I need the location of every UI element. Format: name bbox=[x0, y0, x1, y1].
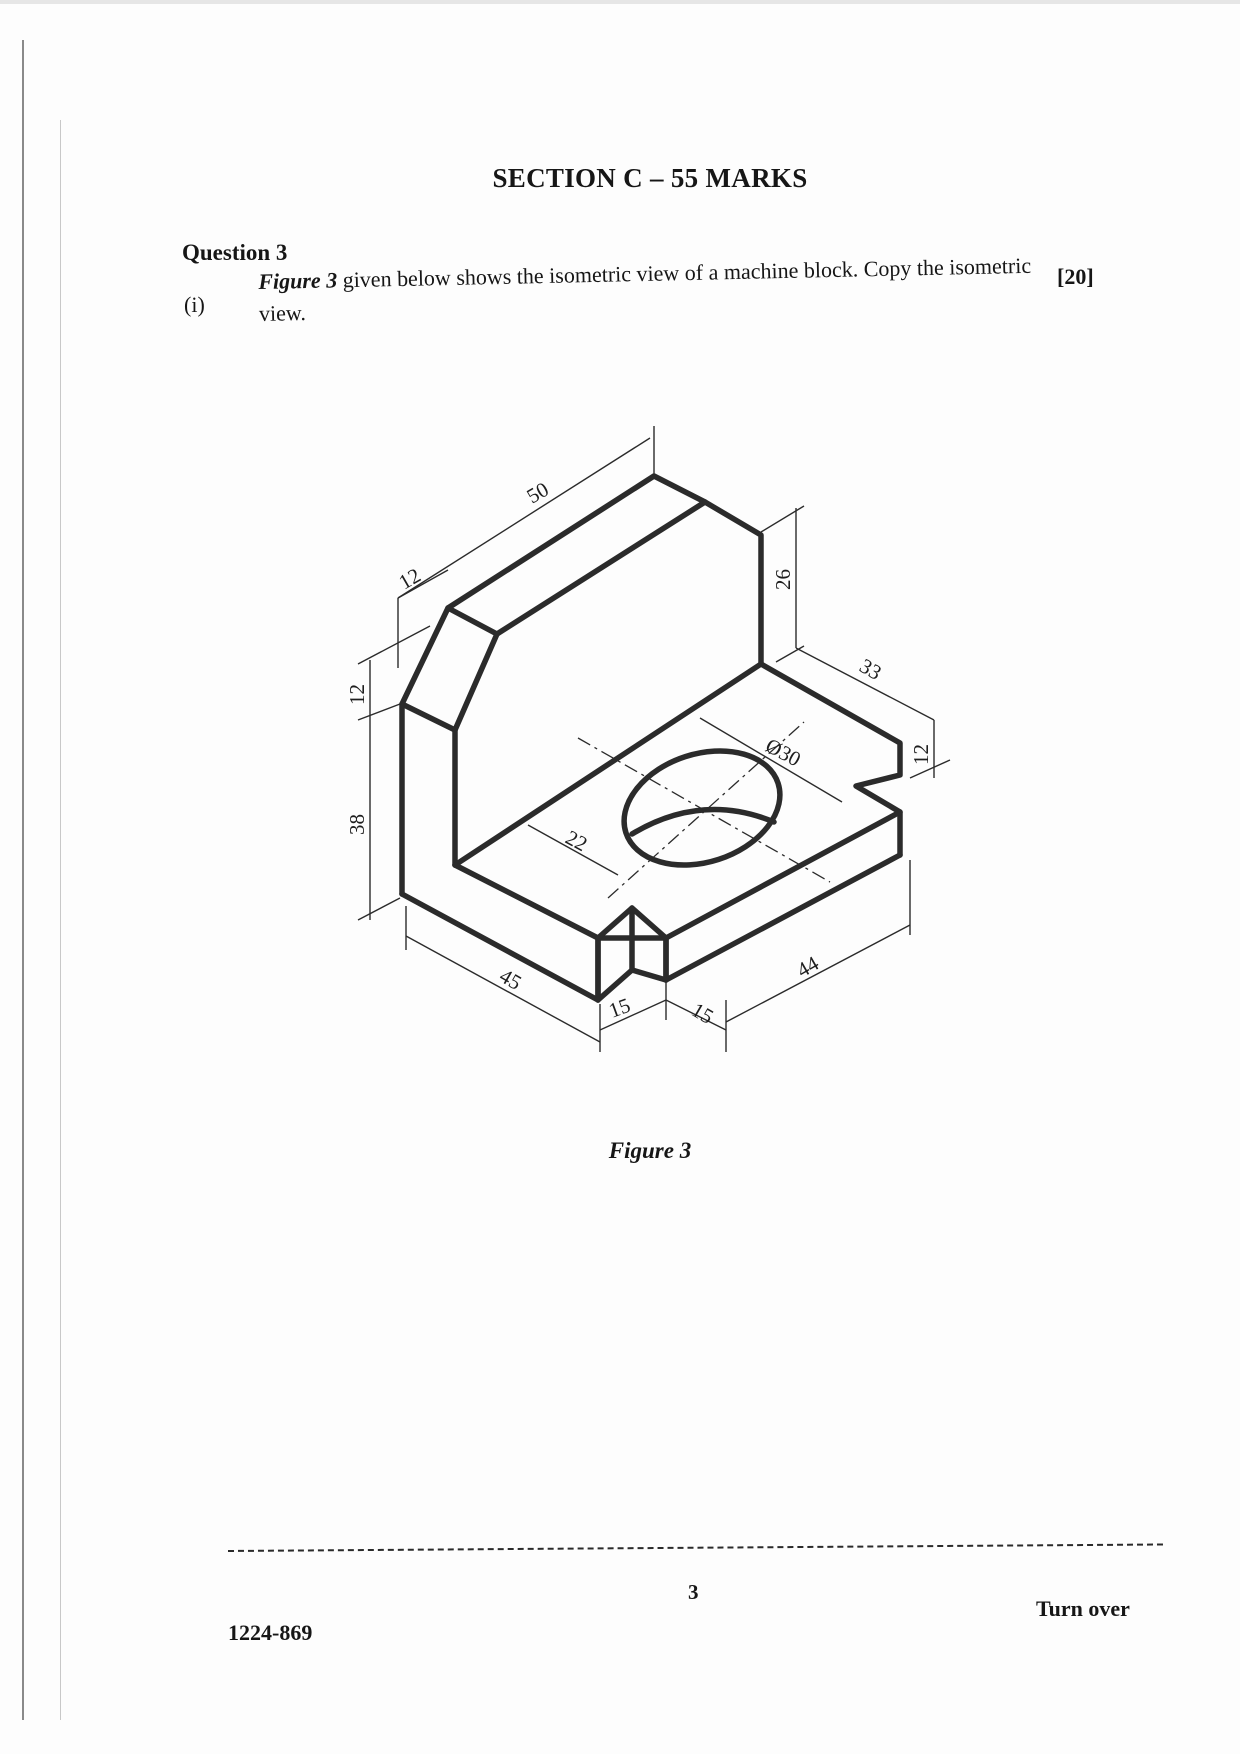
ext-12-left-a bbox=[358, 626, 430, 664]
block-outline bbox=[402, 476, 900, 1000]
dim-15-right: 15 bbox=[687, 997, 718, 1029]
ext-38 bbox=[358, 898, 400, 920]
base-top-front-edge bbox=[455, 865, 598, 938]
figure-caption: Figure 3 bbox=[608, 1138, 692, 1163]
dim-33: 33 bbox=[855, 653, 886, 685]
question-text bbox=[258, 249, 1067, 330]
ext-26-top bbox=[761, 506, 804, 532]
scan-top-edge bbox=[0, 0, 1240, 4]
section-heading: SECTION C – 55 MARKS bbox=[492, 163, 808, 193]
dim-44: 44 bbox=[792, 951, 823, 983]
turn-over-label: Turn over bbox=[1036, 1596, 1130, 1621]
item-number: (i) bbox=[184, 292, 205, 317]
dim-45: 45 bbox=[495, 963, 526, 995]
machine-block-drawing bbox=[310, 420, 970, 1070]
dim-50: 50 bbox=[522, 477, 553, 509]
upright-top-face bbox=[448, 476, 705, 634]
dim-26: 26 bbox=[771, 569, 795, 590]
dim-12-left: 12 bbox=[345, 684, 369, 705]
base-top-left-edge bbox=[455, 664, 761, 865]
left-margin-line bbox=[22, 40, 24, 1720]
dim-12-right: 12 bbox=[909, 744, 933, 765]
dimension-lines bbox=[358, 426, 950, 1052]
inner-margin-line bbox=[60, 120, 61, 1720]
paper-code: 1224-869 bbox=[228, 1620, 313, 1645]
dim-line-30 bbox=[700, 718, 842, 802]
dim-22: 22 bbox=[561, 825, 592, 857]
figure-reference: Figure 3 bbox=[258, 267, 338, 294]
dim-12-top: 12 bbox=[394, 563, 425, 595]
notch-bottom bbox=[598, 970, 666, 1000]
upright-right-edge bbox=[705, 502, 761, 664]
question-body: given below shows the isometric view of a machine block. Copy the isometric view. bbox=[258, 252, 1032, 326]
ext-12-left-b bbox=[358, 704, 400, 720]
dim-line-50 bbox=[398, 438, 650, 598]
isometric-figure bbox=[310, 420, 970, 1070]
dim-line-45 bbox=[406, 936, 600, 1042]
page-number: 3 bbox=[688, 1580, 699, 1604]
dimension-labels bbox=[345, 477, 933, 1029]
ext-26-bottom bbox=[776, 646, 804, 662]
dim-15-left: 15 bbox=[605, 992, 634, 1023]
dim-hole-diameter: Ø30 bbox=[761, 733, 805, 772]
footer-dashed-rule bbox=[228, 1543, 1163, 1552]
question-title: Question 3 bbox=[182, 240, 288, 265]
marks-label: [20] bbox=[1057, 264, 1094, 289]
dim-38: 38 bbox=[345, 814, 369, 835]
